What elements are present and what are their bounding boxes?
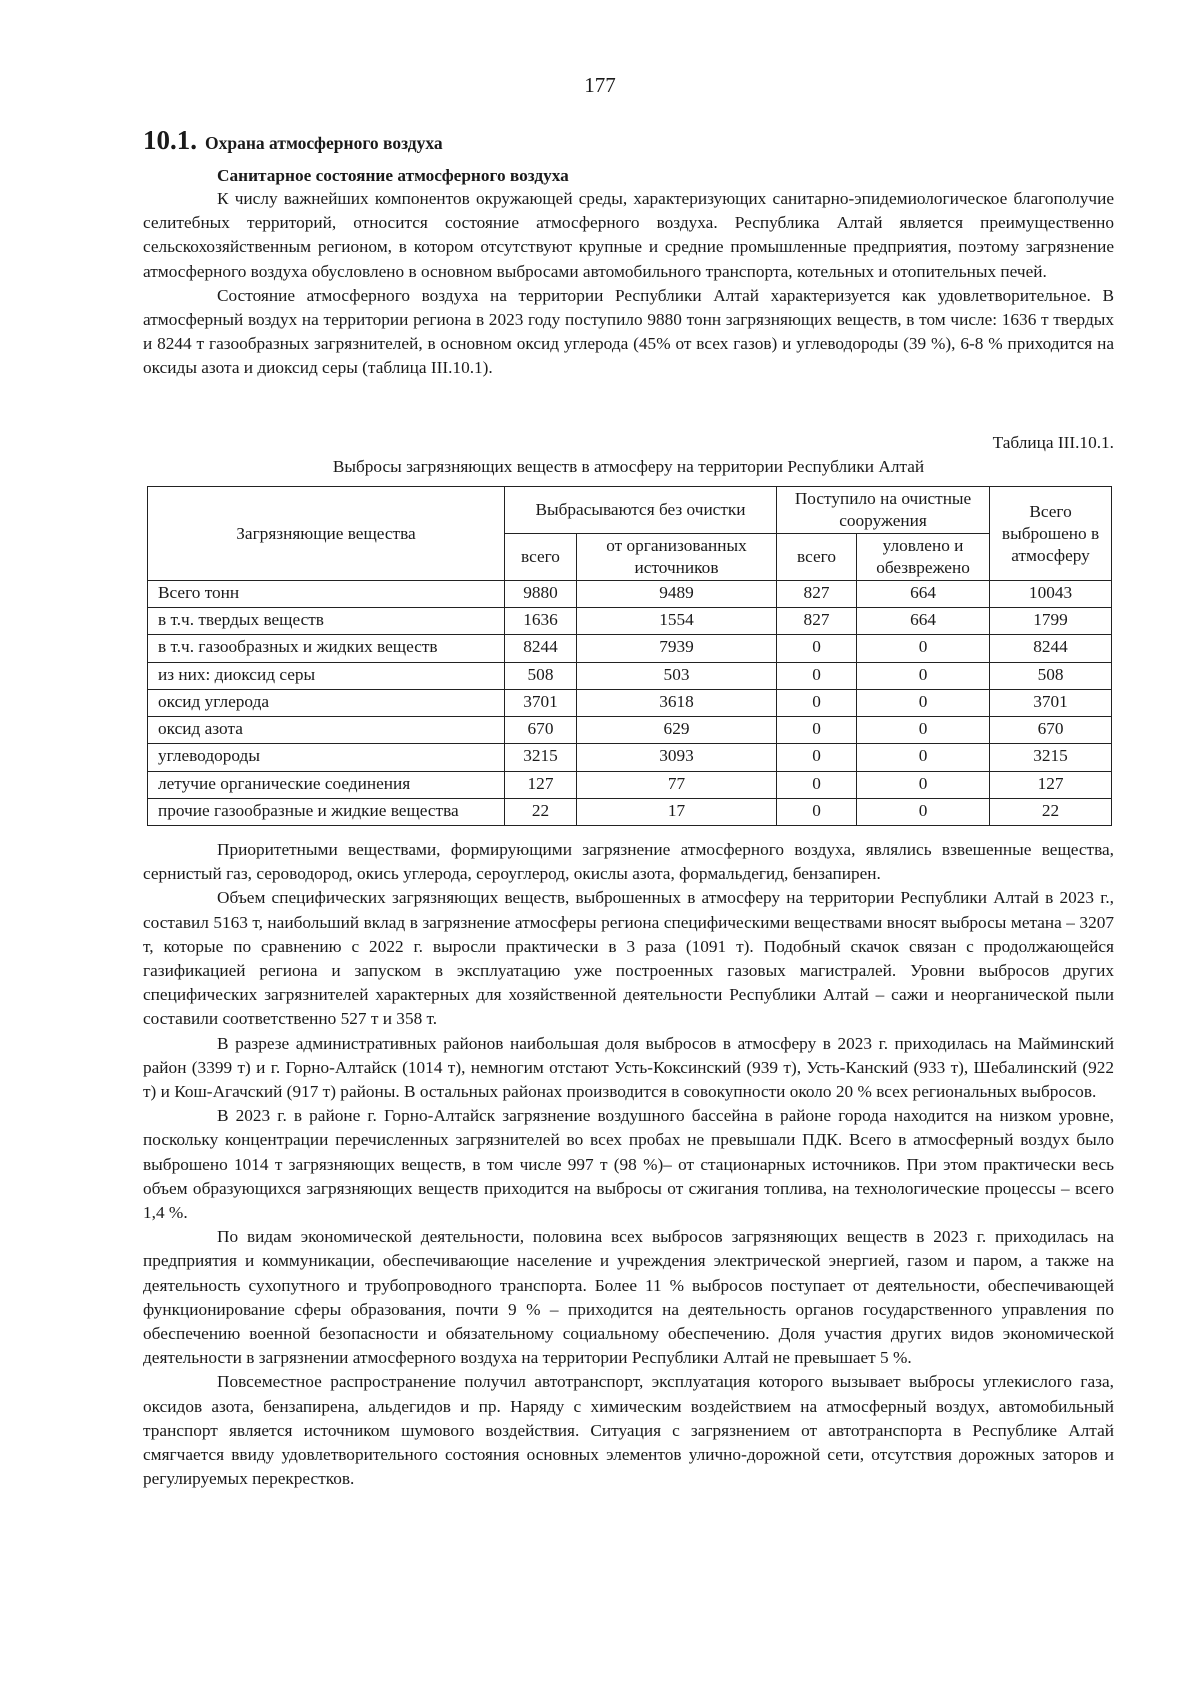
header-total: всего [505, 534, 577, 581]
cell-captured: 0 [857, 744, 990, 771]
cell-pollutant: углеводороды [148, 744, 505, 771]
table-caption-block [143, 431, 1114, 479]
cell-organized: 77 [577, 771, 777, 798]
cell-treatment-total: 0 [777, 635, 857, 662]
header-treatment-total: всего [777, 534, 857, 581]
paragraph: Приоритетными веществами, формирующими загрязнение атмосферного воздуха, являлись взвешенные вещества, сернистый газ, сероводород, окись углерода, сероуглерод, окислы азота, формальдегид, бензапирен. [143, 840, 1114, 884]
table-label: Таблица III.10.1. [992, 433, 1114, 452]
cell-organized: 3618 [577, 689, 777, 716]
cell-treatment-total: 0 [777, 689, 857, 716]
cell-emitted: 8244 [990, 635, 1112, 662]
section-heading [143, 125, 443, 156]
cell-treatment-total: 0 [777, 717, 857, 744]
cell-organized: 3093 [577, 744, 777, 771]
cell-pollutant: в т.ч. твердых веществ [148, 608, 505, 635]
cell-organized: 9489 [577, 581, 777, 608]
cell-pollutant: из них: диоксид серы [148, 662, 505, 689]
cell-total: 22 [505, 798, 577, 825]
table-header-row [148, 487, 1112, 534]
cell-pollutant: прочие газообразные и жидкие вещества [148, 798, 505, 825]
cell-emitted: 127 [990, 771, 1112, 798]
header-to-treatment: Поступило на очистные сооружения [777, 487, 990, 534]
paragraph: Состояние атмосферного воздуха на территории Республики Алтай характеризуется как удовлетворительное. В атмосферный воздух на территории региона в 2023 году поступило 9880 тонн загрязняющих веществ, в том числе: 1636 т твердых и 8244 т газообразных загрязнителей, в основном оксид углерода (45% от всех газов) и углеводороды (39 %), 6-8 % приходится на оксиды азота и диоксид серы (таблица III.10.1). [143, 285, 1114, 378]
cell-captured: 0 [857, 798, 990, 825]
paragraph: В 2023 г. в районе г. Горно-Алтайск загрязнение воздушного бассейна в районе города находится на низком уровне, поскольку концентрации перечисленных загрязнителей во всех пробах не превышали ПДК. Всего в атмосферный воздух было выброшено 1014 т загрязняющих веществ, в том числе 997 т (98 %)– от стационарных источников. При этом практически весь объем образующихся загрязняющих веществ приходится на выбросы от сжигания топлива, на технологические процессы – всего 1,4 %. [143, 1106, 1114, 1223]
table-row [148, 717, 1112, 744]
cell-emitted: 3215 [990, 744, 1112, 771]
cell-treatment-total: 827 [777, 581, 857, 608]
cell-pollutant: Всего тонн [148, 581, 505, 608]
body-block [143, 838, 1114, 1491]
cell-captured: 0 [857, 771, 990, 798]
cell-emitted: 22 [990, 798, 1112, 825]
header-organized-sources: от организованных источников [577, 534, 777, 581]
cell-treatment-total: 0 [777, 662, 857, 689]
section-number: 10.1. [143, 125, 197, 155]
cell-pollutant: оксид азота [148, 717, 505, 744]
subsection-title: Санитарное состояние атмосферного воздуха [217, 166, 569, 185]
cell-pollutant: летучие органические соединения [148, 771, 505, 798]
header-total-emitted: Всего выброшено в атмосферу [990, 487, 1112, 581]
cell-treatment-total: 0 [777, 744, 857, 771]
paragraph: По видам экономической деятельности, половина всех выбросов загрязняющих веществ в 2023 г. приходилась на предприятия и коммуникации, обеспечивающие население и учреждения электрической энергией, газом и паром, а также на деятельность сухопутного и трубопроводного транспорта. Более 11 % выбросов поступает от деятельности, обеспечивающей функционирование сферы образования, почти 9 % – приходится на деятельность органов государственного управления по обеспечению военной безопасности и обязательному социальному обеспечению. Доля участия других видов экономической деятельности в загрязнении атмосферного воздуха на территории Республики Алтай не превышает 5 %. [143, 1227, 1114, 1368]
header-pollutants: Загрязняющие вещества [148, 487, 505, 581]
cell-pollutant: оксид углерода [148, 689, 505, 716]
table-row [148, 744, 1112, 771]
cell-captured: 0 [857, 717, 990, 744]
section-title: Охрана атмосферного воздуха [205, 133, 443, 153]
cell-emitted: 670 [990, 717, 1112, 744]
header-captured: уловлено и обезврежено [857, 534, 990, 581]
intro-block [143, 164, 1114, 381]
paragraph: К числу важнейших компонентов окружающей среды, характеризующих санитарно-эпидемиологическое благополучие селитебных территорий, относится состояние атмосферного воздуха. Республика Алтай является преимущественно сельскохозяйственным регионом, в котором отсутствуют крупные и средние промышленные предприятия, поэтому загрязнение атмосферного воздуха обусловлено в основном выбросами автомобильного транспорта, котельных и отопительных печей. [143, 189, 1114, 281]
cell-total: 670 [505, 717, 577, 744]
paragraph: Повсеместное распространение получил автотранспорт, эксплуатация которого вызывает выбросы углекислого газа, оксидов азота, бензапирена, альдегидов и пр. Наряду с химическим воздействием на атмосферный воздух, автомобильный транспорт является источником шумового воздействия. Ситуация с загрязнением от автотранспорта в Республике Алтай смягчается ввиду удовлетворительного состояния основных элементов улично-дорожной сети, отсутствия дорожных заторов и регулируемых перекрестков. [143, 1372, 1114, 1489]
cell-total: 3701 [505, 689, 577, 716]
cell-organized: 17 [577, 798, 777, 825]
cell-total: 127 [505, 771, 577, 798]
cell-treatment-total: 0 [777, 771, 857, 798]
table-row [148, 662, 1112, 689]
table-row [148, 771, 1112, 798]
cell-total: 9880 [505, 581, 577, 608]
cell-captured: 0 [857, 662, 990, 689]
header-no-treatment: Выбрасываются без очистки [505, 487, 777, 534]
cell-organized: 7939 [577, 635, 777, 662]
table-row [148, 798, 1112, 825]
table-row [148, 581, 1112, 608]
cell-emitted: 1799 [990, 608, 1112, 635]
cell-emitted: 3701 [990, 689, 1112, 716]
cell-organized: 1554 [577, 608, 777, 635]
cell-treatment-total: 0 [777, 798, 857, 825]
cell-total: 1636 [505, 608, 577, 635]
cell-total: 508 [505, 662, 577, 689]
paragraph: В разрезе административных районов наибольшая доля выбросов в атмосферу в 2023 г. приходилась на Майминский район (3399 т) и г. Горно-Алтайск (1014 т), немногим отстают Усть-Коксинский (939 т), Усть-Канский (933 т), Шебалинский (922 т) и Кош-Агачский (917 т) районы. В остальных районах производится в совокупности около 20 % всех региональных выбросов. [143, 1033, 1114, 1102]
cell-organized: 503 [577, 662, 777, 689]
table-row [148, 635, 1112, 662]
table-row [148, 608, 1112, 635]
cell-emitted: 10043 [990, 581, 1112, 608]
cell-captured: 0 [857, 635, 990, 662]
cell-captured: 664 [857, 608, 990, 635]
cell-pollutant: в т.ч. газообразных и жидких веществ [148, 635, 505, 662]
cell-emitted: 508 [990, 662, 1112, 689]
cell-total: 3215 [505, 744, 577, 771]
cell-total: 8244 [505, 635, 577, 662]
cell-treatment-total: 827 [777, 608, 857, 635]
table-caption: Выбросы загрязняющих веществ в атмосферу на территории Республики Алтай [332, 457, 925, 477]
table-row [148, 689, 1112, 716]
cell-captured: 664 [857, 581, 990, 608]
emissions-table [147, 486, 1112, 826]
paragraph: Объем специфических загрязняющих веществ, выброшенных в атмосферу на территории Республики Алтай в 2023 г., составил 5163 т, наибольший вклад в загрязнение атмосферы региона специфическими веществами вносят выбросы метана – 3207 т, которые по сравнению с 2022 г. выросли практически в 3 раза (1091 т). Подобный скачок связан с продолжающейся газификацией региона и запуском в эксплуатацию уже построенных газовых магистралей. Уровни выбросов других специфических загрязнителей характерных для хозяйственной деятельности Республики Алтай – сажи и неорганической пыли составили соответственно 527 т и 358 т. [143, 888, 1114, 1029]
cell-organized: 629 [577, 717, 777, 744]
page-number: 177 [584, 73, 616, 97]
cell-captured: 0 [857, 689, 990, 716]
